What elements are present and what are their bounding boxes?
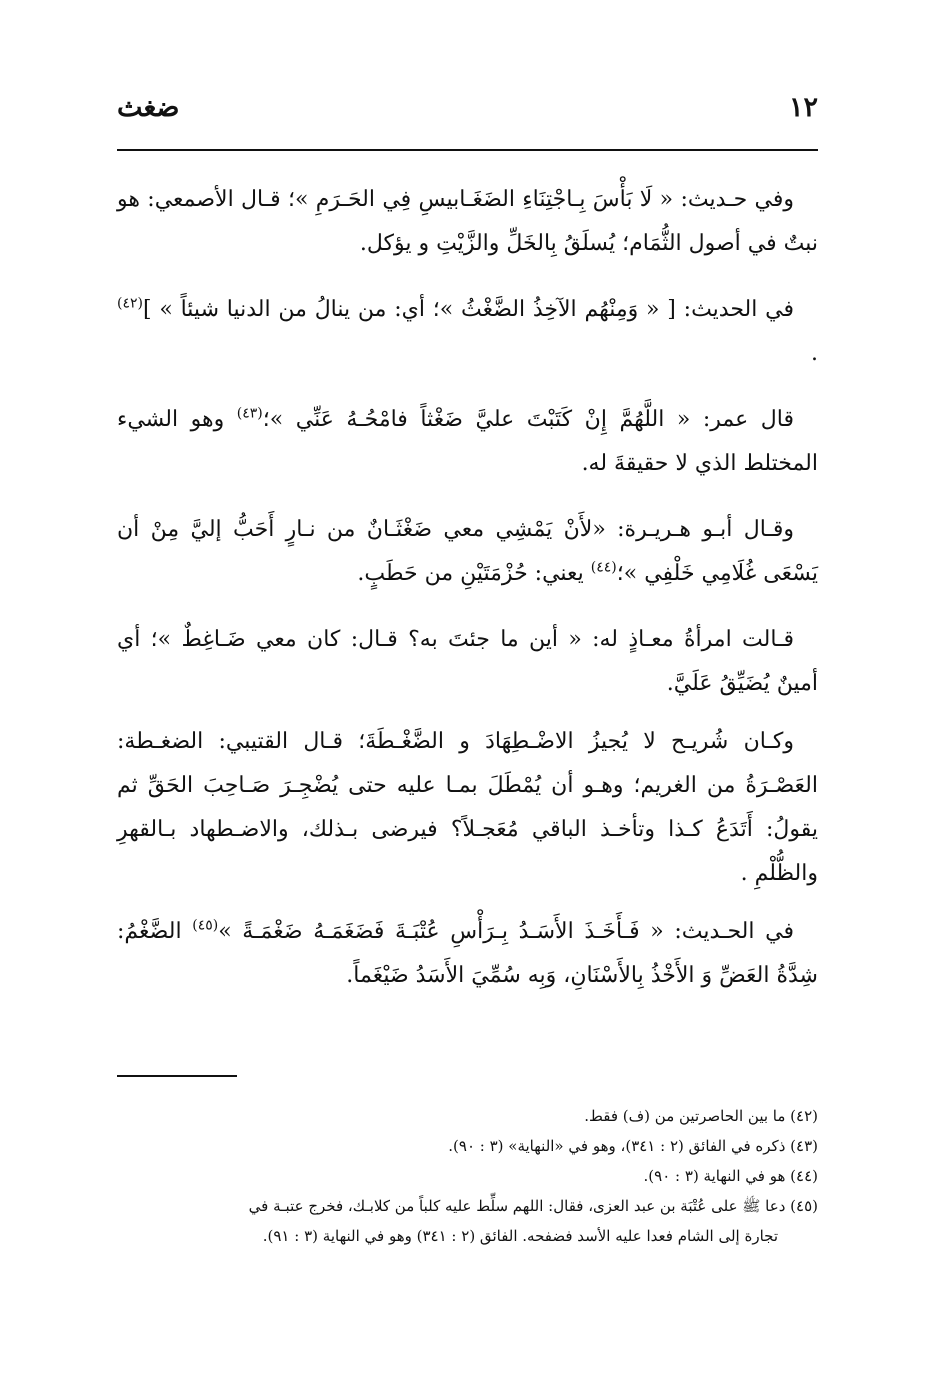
paragraph-tail: . — [811, 341, 818, 366]
footnote-rule — [117, 1075, 237, 1077]
paragraph-7 — [117, 910, 818, 998]
footnote-ref[interactable]: (٤٢) — [117, 295, 143, 312]
paragraph-2 — [117, 288, 818, 376]
paragraph-1 — [117, 178, 818, 266]
footnote-45 — [117, 1191, 818, 1251]
footnote-43: (٤٣) ذكره في الفائق (٢ : ٣٤١)، وهو في «النهاية» (٣ : ٩٠). — [448, 1137, 818, 1155]
page-number: ١٢ — [788, 92, 818, 123]
paragraph-5 — [117, 618, 818, 706]
paragraph-text: وكـان شُريـح لا يُجيزُ الاضْـطِهَادَ و الضَّغْـطَةَ؛ قـال القتيبي: الضغـطة: العَصْـرَةُ من الغريم؛ وهـو أن يُمْطَلَ بمـا عليه حتى يُضْجِـرَ صَـاحِبَ الحَقِّ ثم يقولُ: أَتَدَعُ كـذا وتأخـذ الباقي مُعَجـلاً؟ فيرضى بـذلك، والاضـطهاد بـالقهرِ والظُّلْمِ . — [117, 729, 818, 886]
paragraph-text: قال عمر: « اللَّهُمَّ إِنْ كَتَبْتَ عليَّ ضَغْثاً فامْحُـهُ عَنِّي »؛ — [262, 407, 794, 432]
header-rule — [117, 149, 818, 151]
paragraph-tail: وهو الشيء المختلط الذي لا حقيقةَ له. — [117, 407, 818, 476]
paragraph-tail: الضَّغْمُ: شِدَّةُ العَضِّ وَ الأَخْذُ بِالأَسْنَانِ، وَبِه سُمِّيَ الأَسَدُ ضَيْغَماً. — [117, 919, 818, 988]
paragraph-3 — [117, 398, 818, 486]
paragraph-text: وفي حـديث: « لَا بَأْسَ بِـاجْتِنَاءِ الضَغَـابيسِ فِي الحَـرَمِ »؛ قـال الأصمعي: هو نبتٌ في أصول الثُّمَام؛ يُسلَقُ بِالخَلِّ والزَّيْتِ و يؤكل. — [117, 187, 818, 256]
running-head: ضغث — [117, 92, 180, 123]
paragraph-text: قـالت امرأةُ معـاذٍ له: « أين ما جئتَ به؟ قـال: كان معي ضَـاغِطٌ »؛ أي أمينٌ يُضَيِّقُ عَلَيَّ. — [117, 627, 818, 696]
main-text — [117, 178, 818, 1020]
footnote-44: (٤٤) هو في النهاية (٣ : ٩٠). — [643, 1167, 818, 1185]
footnote-text: (٤٥) دعا ﷺ على عُتْبَة بن عبد العزى، فقال: اللهم سلِّط عليه كلباً من كلابـك، فخرج عتبـة في — [248, 1197, 818, 1215]
footnote-42: (٤٢) ما بين الحاصرتين من (ف) فقط. — [584, 1107, 818, 1125]
paragraph-text: في الحـديث: « فَـأَخَـذَ الأَسَـدُ بِـرَأْسِ عُتْبَـةَ فَضَغَمَـهُ ضَغْمَـةً » — [218, 919, 794, 944]
paragraph-tail: يعني: حُزْمَتَيْنِ من حَطَبٍ. — [357, 561, 591, 586]
paragraph-text: في الحديث: [ « وَمِنْهُم الآخِذُ الضَّغْثُ »؛ أي: من ينالُ من الدنيا شيئاً » ] — [142, 297, 794, 322]
footnotes — [117, 1101, 818, 1251]
paragraph-4 — [117, 508, 818, 596]
footnote-ref[interactable]: (٤٥) — [192, 917, 219, 934]
footnote-ref[interactable]: (٤٣) — [236, 405, 263, 422]
page-header — [117, 92, 818, 132]
footnote-continuation: تجارة إلى الشام فعدا عليه الأسد فضفحه. الفائق (٢ : ٣٤١) وهو في النهاية (٣ : ٩١). — [262, 1227, 778, 1245]
paragraph-6 — [117, 720, 818, 896]
paragraph-text: وقـال أبـو هـريـرة: «لأَنْ يَمْشِي معي ضَغْثَـانٌ من نـارٍ أَحَبُّ إليَّ مِنْ أن يَسْعَى غُلَامِي خَلْفِي »؛ — [117, 517, 818, 586]
footnote-ref[interactable]: (٤٤) — [590, 559, 617, 576]
